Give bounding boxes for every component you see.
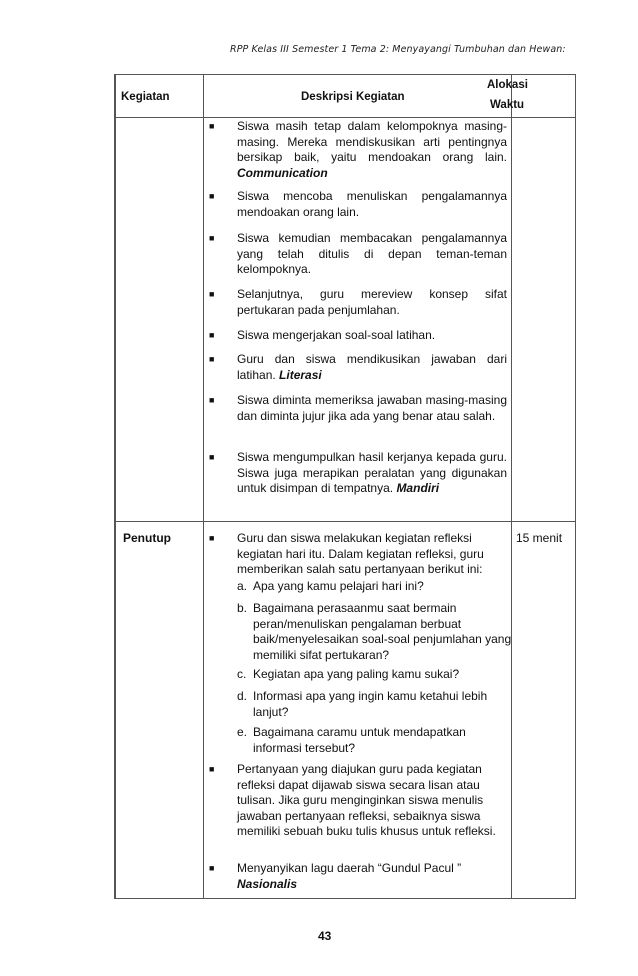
lesson-table bbox=[114, 74, 576, 899]
bullet-square-icon: ■ bbox=[209, 121, 215, 131]
list-item bbox=[209, 531, 509, 578]
header-waktu: Waktu bbox=[490, 99, 525, 111]
page-number: 43 bbox=[318, 929, 332, 943]
list-item bbox=[209, 762, 509, 840]
question-item bbox=[237, 689, 512, 720]
column-divider bbox=[511, 75, 512, 898]
question-letter: e. bbox=[237, 725, 248, 739]
list-item bbox=[209, 287, 507, 318]
list-item bbox=[209, 231, 507, 278]
question-letter: a. bbox=[237, 579, 248, 593]
item-text: Siswa diminta memeriksa jawaban masing-masing dan diminta jujur jika ada yang benar atau salah. bbox=[237, 393, 507, 423]
header-alokasi: Alokasi bbox=[487, 79, 528, 91]
item-text: Guru dan siswa mendikusikan jawaban dari latihan. bbox=[237, 352, 507, 382]
time-allocation: 15 menit bbox=[516, 531, 563, 545]
bullet-square-icon: ■ bbox=[209, 863, 215, 873]
bullet-square-icon: ■ bbox=[209, 764, 215, 774]
list-item bbox=[209, 189, 507, 220]
bullet-square-icon: ■ bbox=[209, 233, 215, 243]
item-emphasis: Communication bbox=[237, 165, 328, 180]
question-text: Apa yang kamu pelajari hari ini? bbox=[253, 579, 424, 593]
bullet-square-icon: ■ bbox=[209, 395, 215, 405]
list-item bbox=[209, 861, 509, 892]
item-emphasis: Nasionalis bbox=[237, 876, 298, 891]
item-text: Guru dan siswa melakukan kegiatan refleksi kegiatan hari itu. Dalam kegiatan refleksi, guru memberikan salah satu pertanyaan berikut ini: bbox=[237, 531, 484, 576]
bullet-square-icon: ■ bbox=[209, 191, 215, 201]
question-letter: d. bbox=[237, 689, 248, 703]
item-text: Siswa masih tetap dalam kelompoknya masing-masing. Mereka mendiskusikan arti pentingnya bersikap baik, yaitu mendoakan orang lain. bbox=[237, 119, 507, 164]
column-divider bbox=[115, 75, 116, 898]
item-text: Siswa mengerjakan soal-soal latihan. bbox=[237, 328, 436, 342]
list-item bbox=[209, 450, 507, 497]
column-divider bbox=[203, 75, 204, 898]
list-item bbox=[209, 119, 507, 181]
bullet-square-icon: ■ bbox=[209, 452, 215, 462]
running-header: RPP Kelas III Semester 1 Tema 2: Menyayangi Tumbuhan dan Hewan: bbox=[230, 44, 566, 55]
item-text: Menyanyikan lagu daerah “Gundul Pacul ” bbox=[237, 861, 462, 875]
question-item bbox=[237, 579, 512, 595]
row-divider bbox=[115, 521, 575, 522]
list-item bbox=[209, 328, 507, 344]
bullet-square-icon: ■ bbox=[209, 354, 215, 364]
question-letter: b. bbox=[237, 601, 248, 615]
header-deskripsi: Deskripsi Kegiatan bbox=[301, 91, 405, 103]
item-emphasis: Literasi bbox=[279, 367, 322, 382]
item-text: Siswa mengumpulkan hasil kerjanya kepada guru. Siswa juga merapikan peralatan yang digunakan untuk disimpan di tempatnya. bbox=[237, 450, 507, 495]
item-emphasis: Mandiri bbox=[396, 481, 440, 495]
penutup-label: Penutup bbox=[123, 531, 171, 545]
bullet-square-icon: ■ bbox=[209, 289, 215, 299]
bullet-square-icon: ■ bbox=[209, 330, 215, 340]
item-text: Pertanyaan yang diajukan guru pada kegiatan refleksi dapat dijawab siswa secara lisan atau tulisan. Jika guru menginginkan siswa menulis jawaban pertanyaan refleksi, sebaiknya siswa memiliki sebuah buku tulis khusus untuk refleksi. bbox=[237, 762, 496, 838]
item-text: Selanjutnya, guru mereview konsep sifat pertukaran pada penjumlahan. bbox=[237, 287, 507, 317]
question-item bbox=[237, 725, 512, 756]
question-text: Informasi apa yang ingin kamu ketahui lebih lanjut? bbox=[253, 689, 488, 719]
item-text: Siswa mencoba menuliskan pengalamannya mendoakan orang lain. bbox=[237, 189, 507, 219]
question-letter: c. bbox=[237, 667, 247, 681]
row-divider bbox=[115, 117, 575, 118]
bullet-square-icon: ■ bbox=[209, 533, 215, 543]
question-text: Bagaimana caramu untuk mendapatkan informasi tersebut? bbox=[253, 725, 466, 755]
question-text: Kegiatan apa yang paling kamu sukai? bbox=[253, 667, 460, 681]
list-item bbox=[209, 393, 507, 424]
question-item bbox=[237, 601, 512, 663]
question-text: Bagaimana perasaanmu saat bermain peran/menuliskan pengalaman berbuat baik/menyelesaikan soal-soal penjumlahan yang memiliki sifat pertukaran? bbox=[253, 601, 512, 662]
header-kegiatan: Kegiatan bbox=[121, 91, 170, 103]
item-text: Siswa kemudian membacakan pengalamannya yang telah ditulis di depan teman-teman kelompoknya. bbox=[237, 231, 507, 276]
list-item bbox=[209, 352, 507, 383]
question-item bbox=[237, 667, 512, 683]
